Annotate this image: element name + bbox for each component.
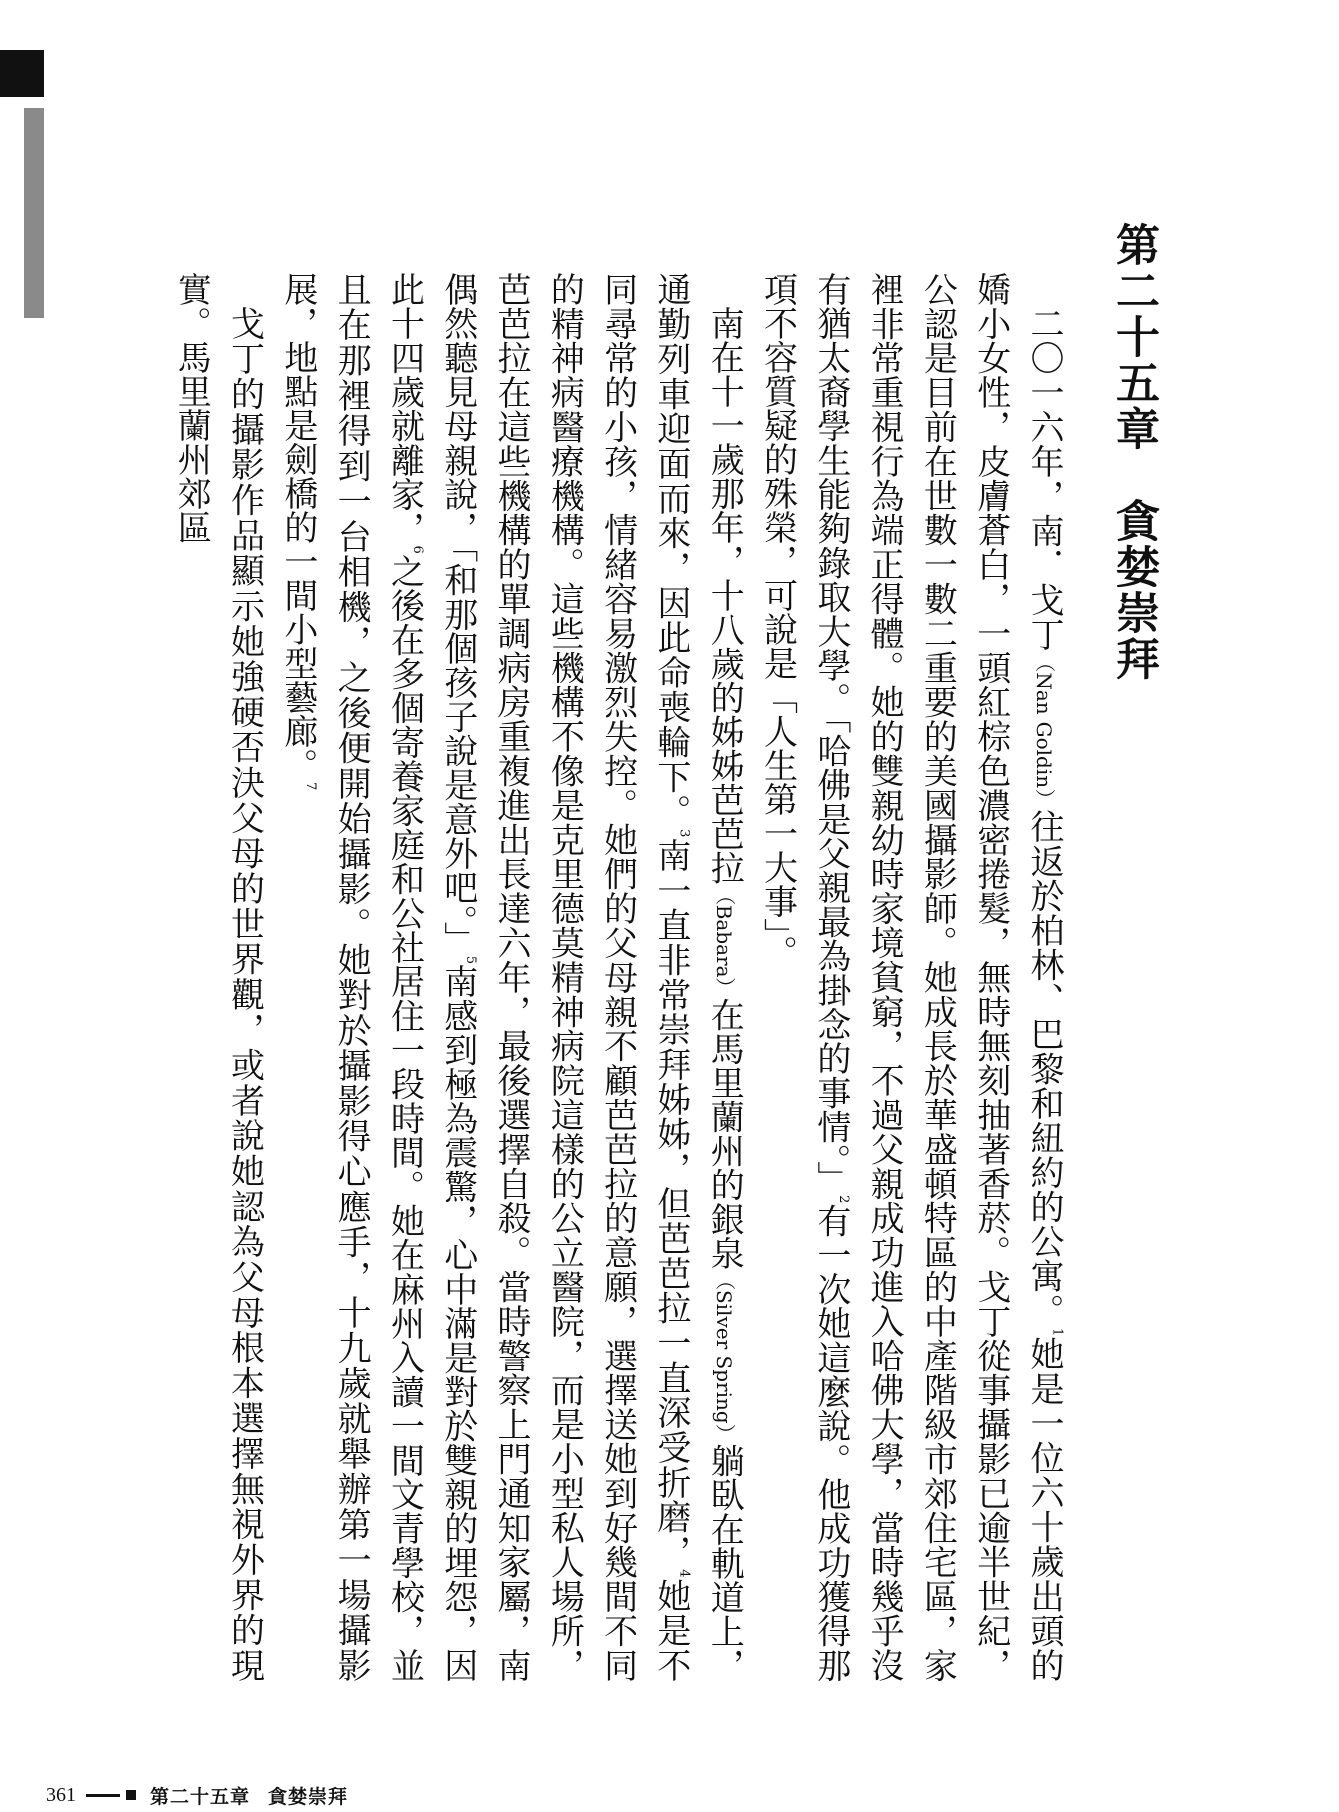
text-run: 她是不同尋常的小孩，情緒容易激烈失控。她們的父母親不顧芭芭拉的意願，選擇送她到好幾間不同的精神病醫療機構。這些機構不像是克里德莫精神病院這樣的公立醫院，而是小型私人場所，芭芭拉在這些機構的單調病房重複進出長達六年，最後選擇自殺。當時警察上門通知家屬，南偶然聽見母親說，「和那個孩子說是意外吧。」 [437, 272, 691, 1683]
text-run: 她是一位六十歲出頭的嬌小女性，皮膚蒼白，一頭紅棕色濃密捲髮，無時無刻抽著香菸。戈丁從事攝影已逾半世紀，公認是目前在世數一數二重要的美國攝影師。她成長於華盛頓特區的中產階級市郊住宅區，家裡非常重視行為端正得體。她的雙親幼時家境貧窮，不過父親成功進入哈佛大學，當時幾乎沒有猶太裔學生能夠錄取大學。「哈佛是父親最為掛念的事情。」 [810, 272, 1064, 1683]
footnote-marker: 6 [409, 545, 425, 554]
text-run: 南一直非常崇拜姊姊，但芭芭拉一直深受折磨， [650, 837, 691, 1570]
romanized-name: （Silver Spring） [712, 1269, 737, 1444]
footer-square-mark [126, 1790, 136, 1800]
text-run: 有一次她這麼說。他成功獲得那項不容質疑的殊榮，可說是「人生第一大事」。 [757, 272, 851, 1683]
text-run: 在馬里蘭州的銀泉 [704, 997, 745, 1270]
footnote-marker: 3 [676, 829, 692, 838]
paragraph [164, 272, 271, 1682]
paragraph [750, 272, 1070, 1682]
romanized-name: （Nan Goldin） [1032, 651, 1056, 810]
footnote-marker: 7 [303, 782, 319, 791]
footnote-marker: 4 [676, 1569, 692, 1578]
footer-chapter-number: 第二十五章 [150, 1785, 251, 1808]
paragraph [271, 272, 751, 1682]
text-run: 往返於柏林、巴黎和紐約的公寓。 [1024, 809, 1064, 1328]
chapter-number: 第二十五章 [1108, 222, 1159, 452]
text-run: 二〇一六年，南．戈丁 [1024, 306, 1064, 652]
footnote-marker: 5 [463, 955, 479, 965]
page-number: 361 [46, 1783, 76, 1806]
text-run: 之後在多個寄養家庭和公社居住一段時間。她在麻州入讀一間文青學校，並且在那裡得到一台相機，之後便開始攝影。她對於攝影得心應手，十九歲就舉辦第一場攝影展，地點是劍橋的一間小型藝廊。 [277, 272, 425, 1683]
footer-chapter-title: 貪婪崇拜 [268, 1785, 349, 1808]
footer-rule [86, 1794, 120, 1797]
text-run: 南在十一歲那年，十八歲的姊姊芭芭拉 [704, 306, 745, 885]
page-footer [46, 1780, 348, 1810]
edge-tab-block [0, 50, 44, 97]
text-run: 戈丁的攝影作品顯示她強硬否決父母的世界觀，或者說她認為父母根本選擇無視外界的現實。馬里蘭州郊區 [171, 272, 265, 1682]
chapter-heading [1108, 222, 1158, 682]
footnote-marker: 1 [1049, 1327, 1065, 1337]
text-run: 躺臥在軌道上，通勤列車迎面而來，因此命喪輪下。 [650, 272, 745, 1683]
chapter-title: 貪婪崇拜 [1108, 498, 1159, 682]
text-run: 南感到極為震驚，心中滿是對於雙親的埋怨，因此十四歲就離家， [384, 272, 478, 1683]
romanized-name: （Babara） [712, 884, 737, 998]
edge-tab-bar [24, 108, 44, 318]
body-text [150, 272, 1070, 1682]
footnote-marker: 2 [836, 1195, 852, 1204]
